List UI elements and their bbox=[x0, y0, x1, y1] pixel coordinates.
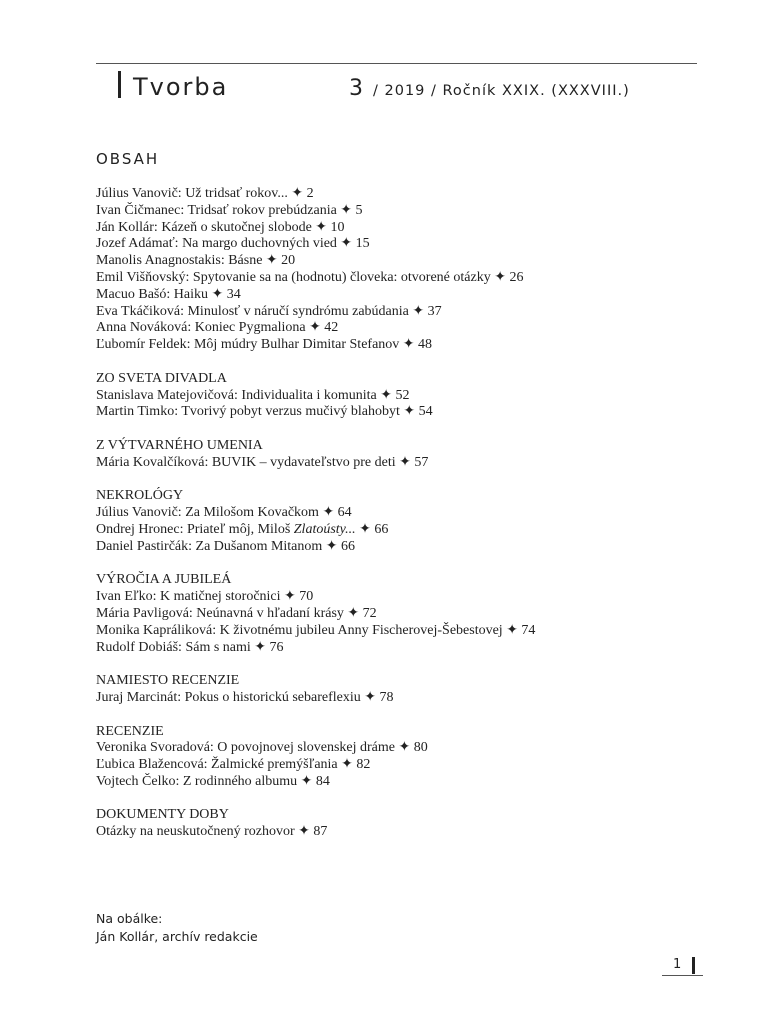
toc-entry: Jozef Adámať: Na margo duchovných vied ✦ 15 bbox=[96, 236, 370, 252]
toc-entry: Ján Kollár: Kázeň o skutočnej slobode ✦ 10 bbox=[96, 219, 345, 235]
table-of-contents bbox=[96, 186, 716, 858]
toc-entry: Veronika Svoradová: O povojnovej slovenskej dráme ✦ 80 bbox=[96, 740, 428, 756]
section-heading: NEKROLÓGY bbox=[96, 488, 184, 504]
section-heading: NAMIESTO RECENZIE bbox=[96, 673, 240, 689]
toc-section bbox=[96, 186, 716, 354]
section-heading: ZO SVETA DIVADLA bbox=[96, 370, 227, 386]
cover-note-text: Ján Kollár, archív redakcie bbox=[96, 929, 258, 944]
toc-entry: Ivan Čičmanec: Tridsať rokov prebúdzania ✦ 5 bbox=[96, 202, 363, 218]
toc-entry: Emil Višňovský: Spytovanie sa na (hodnotu) človeka: otvorené otázky ✦ 26 bbox=[96, 269, 524, 285]
header-bar-mark bbox=[118, 71, 121, 98]
issue-year-volume: / 2019 / Ročník XXIX. (XXXVIII.) bbox=[373, 83, 630, 99]
toc-section bbox=[96, 572, 716, 656]
toc-entry: Martin Timko: Tvorivý pobyt verzus mučivý blahobyt ✦ 54 bbox=[96, 404, 433, 420]
toc-entry: Ivan Eľko: K matičnej storočnici ✦ 70 bbox=[96, 589, 314, 605]
contents-heading: OBSAH bbox=[96, 150, 160, 168]
toc-entry: Ľubica Blažencová: Žalmické premýšľania ✦ 82 bbox=[96, 757, 371, 773]
toc-section bbox=[96, 488, 716, 555]
section-heading: VÝROČIA A JUBILEÁ bbox=[96, 572, 232, 588]
toc-entry-italic-title: Zlatoústy... bbox=[293, 521, 356, 537]
footer-bar-mark bbox=[692, 957, 695, 974]
section-heading: Z VÝTVARNÉHO UMENIA bbox=[96, 437, 263, 453]
section-heading: DOKUMENTY DOBY bbox=[96, 807, 229, 823]
toc-entry: Otázky na neuskutočnený rozhovor ✦ 87 bbox=[96, 824, 328, 840]
header-rule bbox=[96, 63, 697, 64]
toc-entry bbox=[96, 522, 716, 539]
toc-section bbox=[96, 438, 716, 472]
cover-note-label: Na obálke: bbox=[96, 911, 163, 926]
toc-entry: Daniel Pastirčák: Za Dušanom Mitanom ✦ 66 bbox=[96, 538, 356, 554]
footer-rule bbox=[662, 975, 703, 976]
toc-entry: Rudolf Dobiáš: Sám s nami ✦ 76 bbox=[96, 639, 284, 655]
toc-section bbox=[96, 371, 716, 421]
toc-entry: Mária Kovalčíková: BUVIK – vydavateľstvo pre deti ✦ 57 bbox=[96, 454, 429, 470]
toc-entry: Macuo Bašó: Haiku ✦ 34 bbox=[96, 286, 241, 302]
toc-section bbox=[96, 807, 716, 841]
page-number: 1 bbox=[673, 957, 682, 972]
toc-entry: Monika Kapráliková: K životnému jubileu Anny Fischerovej-Šebestovej ✦ 74 bbox=[96, 622, 536, 638]
toc-entry: Anna Nováková: Koniec Pygmaliona ✦ 42 bbox=[96, 320, 339, 336]
toc-entry: Július Vanovič: Už tridsať rokov... ✦ 2 bbox=[96, 186, 314, 201]
toc-entry: Stanislava Matejovičová: Individualita i komunita ✦ 52 bbox=[96, 387, 410, 403]
toc-section bbox=[96, 724, 716, 791]
toc-entry: Juraj Marcinát: Pokus o historickú sebareflexiu ✦ 78 bbox=[96, 689, 394, 705]
toc-entry-text: Ondrej Hronec: Priateľ môj, Miloš bbox=[96, 521, 294, 537]
toc-entry: Manolis Anagnostakis: Básne ✦ 20 bbox=[96, 253, 296, 269]
toc-entry: Vojtech Čelko: Z rodinného albumu ✦ 84 bbox=[96, 773, 330, 789]
section-heading: RECENZIE bbox=[96, 723, 164, 739]
issue-info bbox=[349, 76, 630, 101]
toc-section bbox=[96, 673, 716, 707]
toc-entry-page: ✦ 66 bbox=[355, 521, 389, 537]
toc-entry: Ľubomír Feldek: Môj múdry Bulhar Dimitar Stefanov ✦ 48 bbox=[96, 337, 433, 353]
toc-entry: Július Vanovič: Za Milošom Kovačkom ✦ 64 bbox=[96, 505, 352, 521]
toc-entry: Eva Tkáčiková: Minulosť v náručí syndrómu zabúdania ✦ 37 bbox=[96, 303, 442, 319]
magazine-title: Tvorba bbox=[133, 73, 229, 101]
toc-entry: Mária Pavligová: Neúnavná v hľadaní krásy ✦ 72 bbox=[96, 605, 377, 621]
issue-number: 3 bbox=[349, 76, 363, 101]
cover-note bbox=[96, 910, 258, 946]
